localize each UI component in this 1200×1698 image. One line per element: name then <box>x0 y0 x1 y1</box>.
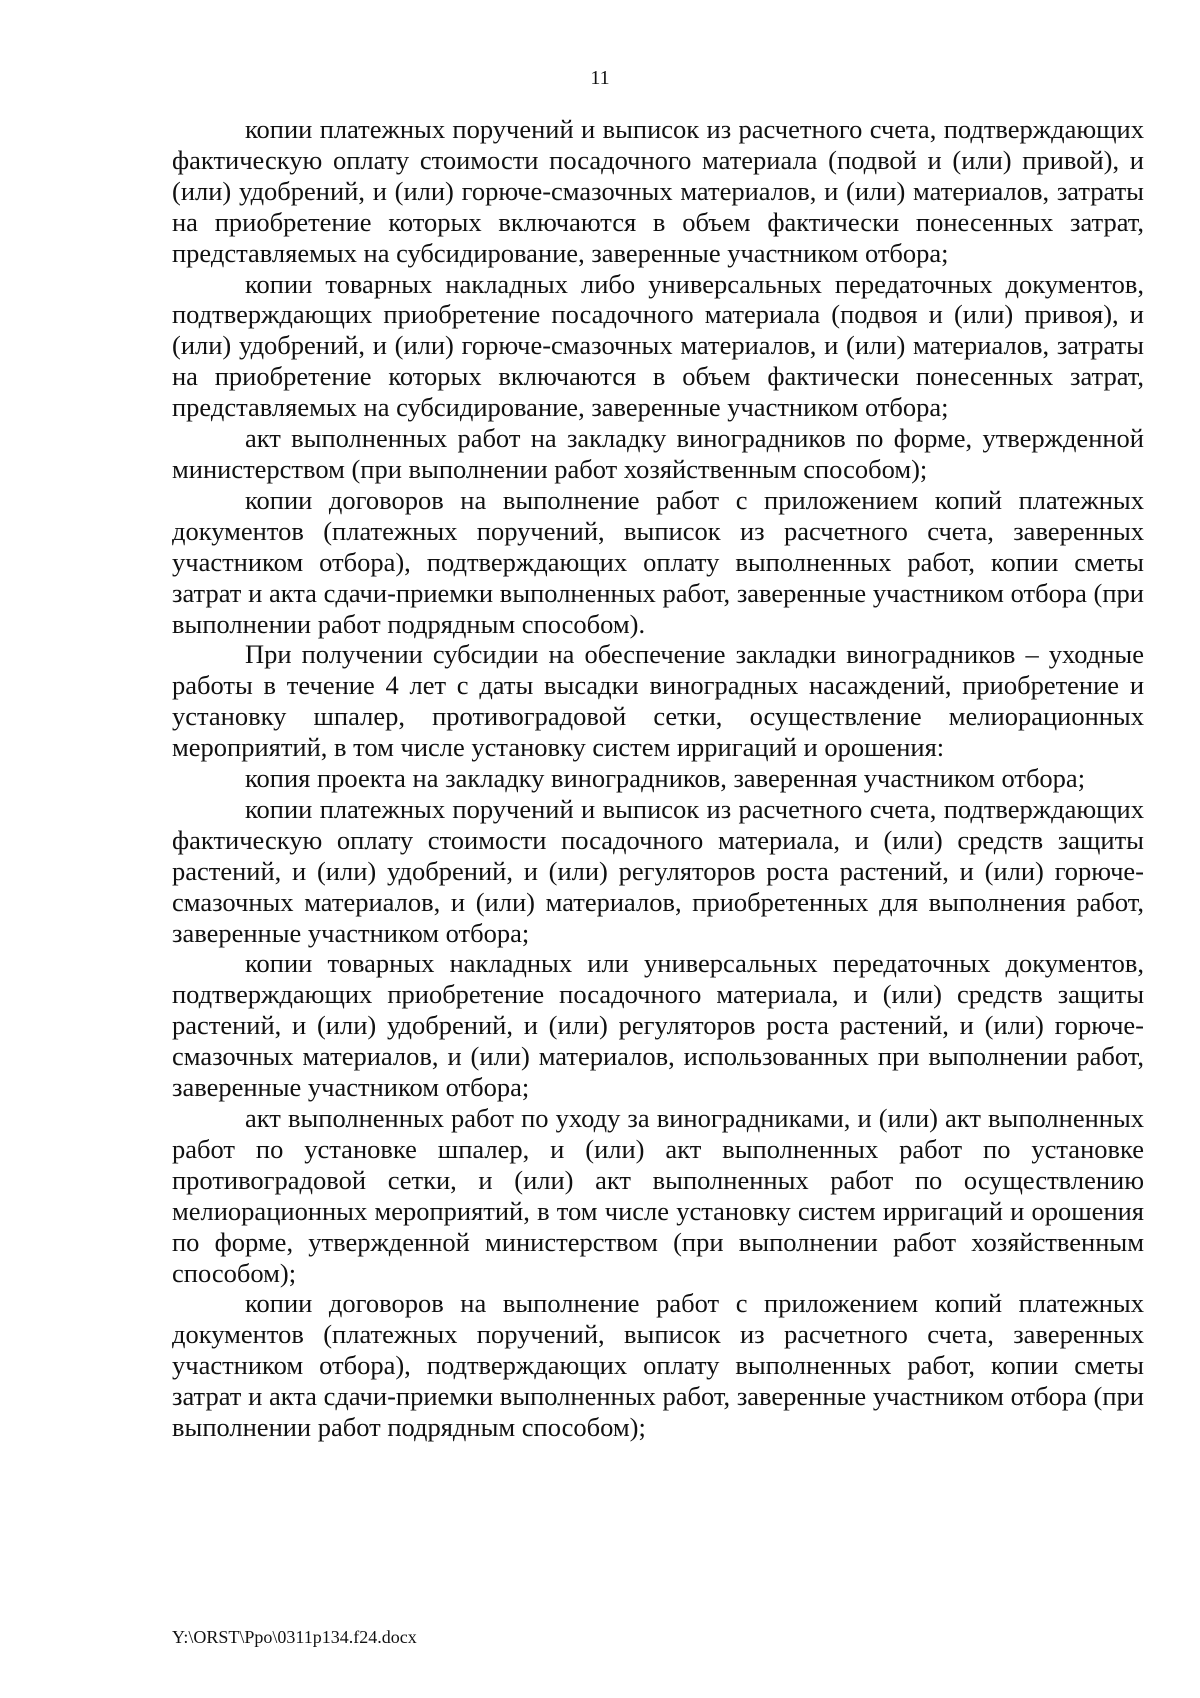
paragraph-contracts-maintenance: копии договоров на выполнение работ с приложением копий платежных документов (платежных поручений, выписок из расчетного счета, заверенных участником отбора), подтверждающих оплату выполненных работ, копии сметы затрат и акта сдачи-приемки выполненных работ, заверенные участником отбора (при выполнении работ подрядным способом); <box>172 1288 1144 1443</box>
paragraph-contracts-laying: копии договоров на выполнение работ с приложением копий платежных документов (платежных поручений, выписок из расчетного счета, заверенных участником отбора), подтверждающих оплату выполненных работ, копии сметы затрат и акта сдачи-приемки выполненных работ, заверенные участником отбора (при выполнении работ подрядным способом). <box>172 484 1144 639</box>
paragraph-waybills-planting: копии товарных накладных либо универсальных передаточных документов, подтверждающих приобретение посадочного материала (подвоя и (или) привоя), и (или) удобрений, и (или) горюче-смазочных материалов, и (или) материалов, затраты на приобретение которых включаются в объем фактически понесенных затрат, представляемых на субсидирование, заверенные участником отбора; <box>172 268 1144 423</box>
paragraph-act-vineyard-laying: акт выполненных работ на закладку виноградников по форме, утвержденной министерством (при выполнении работ хозяйственным способом); <box>172 423 1144 484</box>
paragraph-payment-orders-planting: копии платежных поручений и выписок из расчетного счета, подтверждающих фактическую оплату стоимости посадочного материала (подвой и (или) привой), и (или) удобрений, и (или) горюче-смазочных материалов, и (или) материалов, затраты на приобретение которых включаются в объем фактически понесенных затрат, представляемых на субсидирование, заверенные участником отбора; <box>172 114 1144 268</box>
footer-file-path: Y:\ORST\Ppo\0311p134.f24.docx <box>172 1627 417 1647</box>
paragraph-project-copy: копия проекта на закладку виноградников, заверенная участником отбора; <box>245 763 1086 794</box>
page-number: 11 <box>590 67 610 89</box>
paragraph-subsidy-maintenance-heading: При получении субсидии на обеспечение закладки виноградников – уходные работы в течение 4 лет с даты высадки виноградных насаждений, приобретение и установку шпалер, противоградовой сетки, осуществление мелиорационных мероприятий, в том числе установку систем ирригаций и орошения: <box>172 639 1144 763</box>
document-body <box>172 114 1144 1443</box>
paragraph-waybills-maintenance: копии товарных накладных или универсальных передаточных документов, подтверждающих приобретение посадочного материала, и (или) средств защиты растений, и (или) удобрений, и (или) регуляторов роста растений, и (или) горюче-смазочных материалов, и (или) материалов, использованных при выполнении работ, заверенные участником отбора; <box>172 948 1144 1103</box>
paragraph-payment-orders-maintenance: копии платежных поручений и выписок из расчетного счета, подтверждающих фактическую оплату стоимости посадочного материала, и (или) средств защиты растений, и (или) удобрений, и (или) регуляторов роста растений, и (или) горюче-смазочных материалов, и (или) материалов, приобретенных для выполнения работ, заверенные участником отбора; <box>172 793 1144 948</box>
paragraph-acts-maintenance: акт выполненных работ по уходу за виноградниками, и (или) акт выполненных работ по установке шпалер, и (или) акт выполненных работ по установке противоградовой сетки, и (или) акт выполненных работ по осуществлению мелиорационных мероприятий, в том числе установку систем ирригаций и орошения по форме, утвержденной министерством (при выполнении работ хозяйственным способом); <box>172 1103 1144 1288</box>
